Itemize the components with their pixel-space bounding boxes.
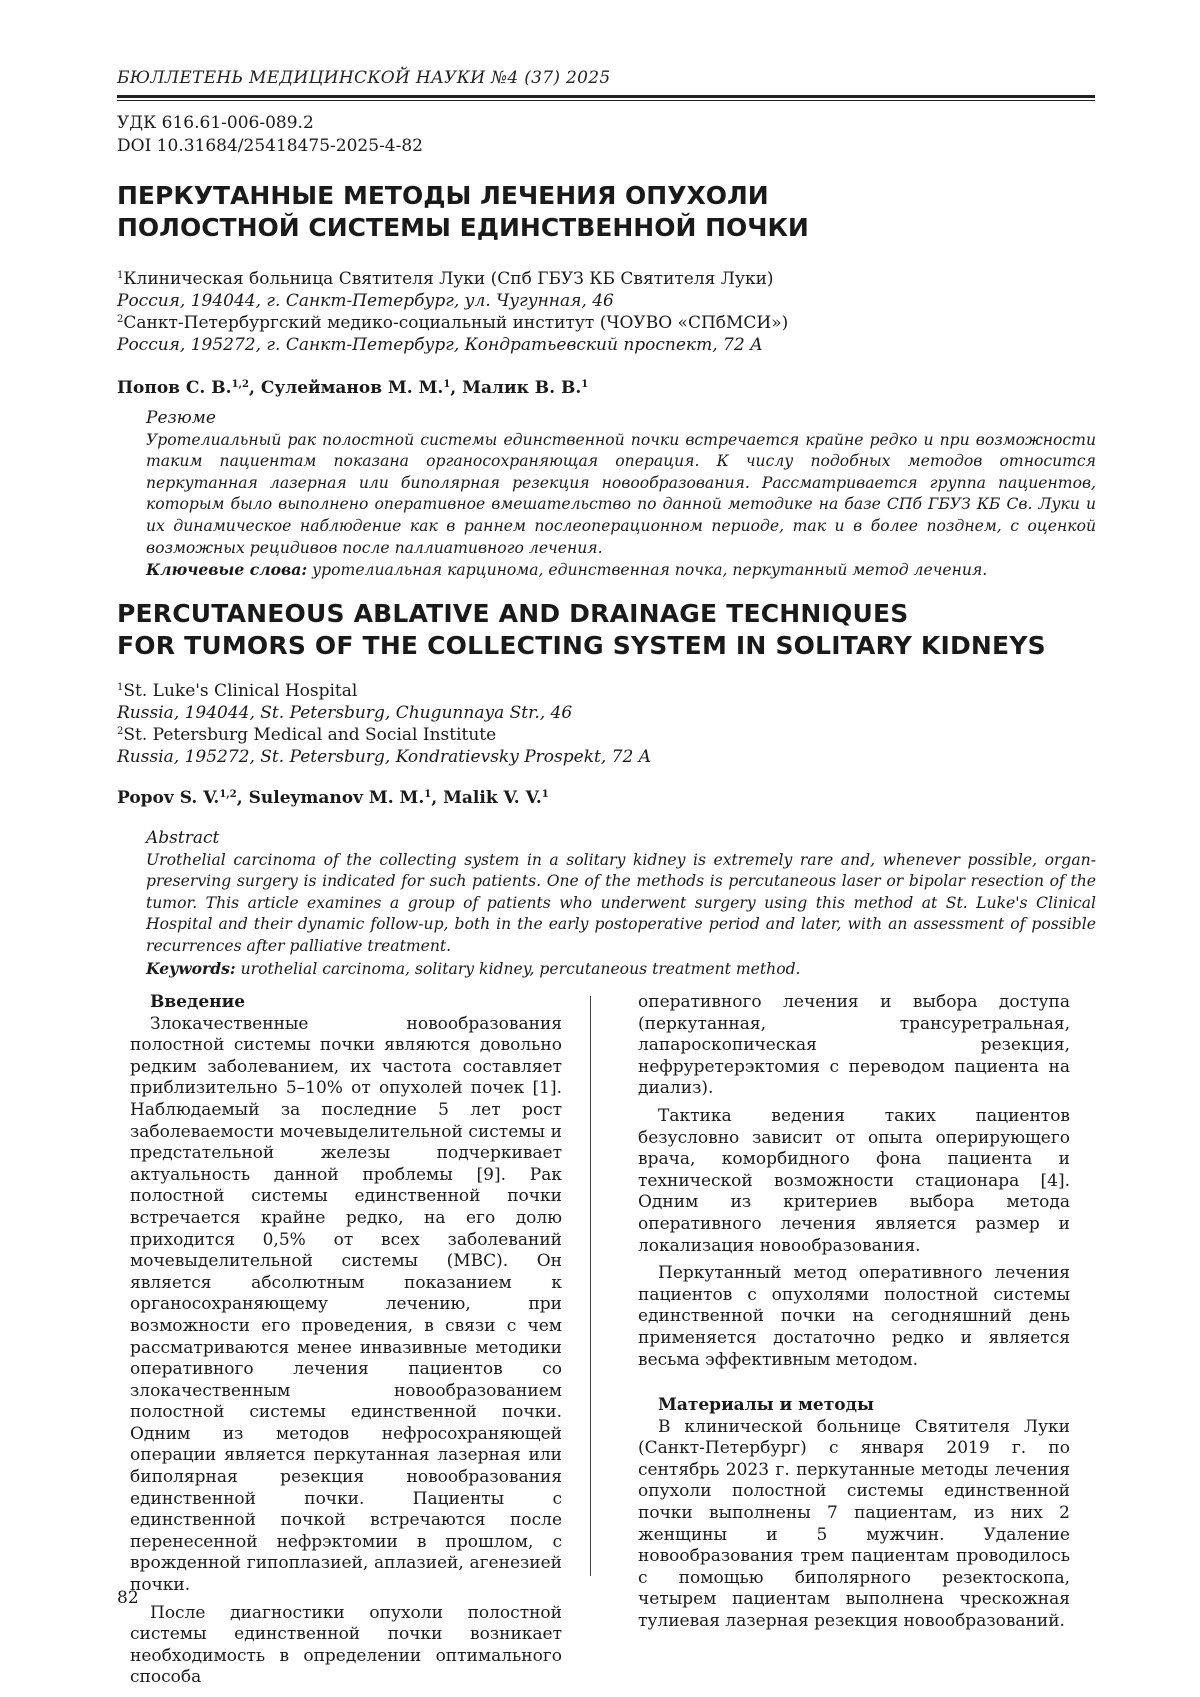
abstract-heading: Резюме bbox=[146, 408, 216, 428]
keywords-text: urothelial carcinoma, solitary kidney, percutaneous treatment method. bbox=[240, 959, 801, 978]
udk-code: УДК 616.61-006-089.2 bbox=[117, 113, 314, 133]
author-name: Малик В. В. bbox=[462, 378, 582, 398]
author-name: Popov S. V. bbox=[117, 788, 220, 808]
title-en-line1: PERCUTANEOUS ABLATIVE AND DRAINAGE TECHNIQUES bbox=[117, 599, 909, 628]
author-sep: , bbox=[236, 788, 249, 808]
authors-en bbox=[117, 788, 549, 808]
affiliation-name: Клиническая больница Святителя Луки (Спб ГБУЗ КБ Святителя Луки) bbox=[123, 269, 774, 289]
page-number: 82 bbox=[117, 1588, 139, 1608]
journal-header: БЮЛЛЕТЕНЬ МЕДИЦИНСКОЙ НАУКИ №4 (37) 2025 bbox=[117, 68, 611, 88]
section-heading-methods: Материалы и методы bbox=[658, 1395, 874, 1416]
author-sup: 1,2 bbox=[231, 379, 249, 390]
affiliation-sup: 2 bbox=[117, 726, 124, 737]
affiliation-ru-1-address: Россия, 194044, г. Санкт-Петербург, ул. Чугунная, 46 bbox=[117, 291, 614, 311]
affiliations-ru bbox=[117, 268, 788, 356]
affiliation-sup: 1 bbox=[117, 682, 124, 693]
affiliation-en-2-address: Russia, 195272, St. Petersburg, Kondratievsky Prospekt, 72 A bbox=[117, 747, 651, 767]
author-sep: , bbox=[248, 378, 261, 398]
abstract-ru bbox=[146, 408, 1096, 582]
keywords-text: уротелиальная карцинома, единственная почка, перкутанный метод лечения. bbox=[312, 561, 988, 580]
section-spacer bbox=[638, 1377, 1070, 1395]
header-rule-thin bbox=[117, 100, 1095, 101]
authors-ru bbox=[117, 378, 588, 398]
section-heading-introduction: Введение bbox=[150, 992, 246, 1012]
affiliation-ru-1 bbox=[117, 268, 788, 290]
keywords-ru bbox=[146, 559, 1096, 582]
body-paragraph: Тактика ведения таких пациентов безусловно зависит от опыта оперирующего врача, коморбидного фона пациента и технической возможности стационара [4]. Одним из критериев выбора метода оперативного лечения является размер и локализация новообразования. bbox=[638, 1105, 1070, 1256]
abstract-text: Уротелиальный рак полостной системы единственной почки встречается крайне редко и при возможности таким пациентам показана органосохраняющая операция. К числу подобных методов относится перкутанная лазерная или биполярная резекция новообразования. Рассматривается группа пациентов, которым было выполнено оперативное вмешательство по данной методике на базе СПб ГБУЗ КБ Св. Луки и их динамическое наблюдение как в раннем послеоперационном периоде, так и в более позднем, с оценкой возможных рецидивов после паллиативного лечения. bbox=[146, 430, 1096, 557]
author-sup: 1 bbox=[443, 379, 451, 390]
affiliation-name: St. Luke's Clinical Hospital bbox=[123, 681, 358, 701]
affiliation-name: St. Petersburg Medical and Social Institute bbox=[123, 725, 497, 745]
keywords-label: Keywords: bbox=[146, 958, 236, 978]
author-sup: 1 bbox=[581, 379, 589, 390]
body-paragraph: Злокачественные новообразования полостной системы почки являются довольно редким заболеванием, их частота составляет приблизительно 5–10% от опухолей почек [1]. Наблюдаемый за последние 5 лет рост заболеваемости мочевыделительной системы и предстательной железы подчеркивает актуальность данной проблемы [9]. Рак полостной системы единственной почки встречается крайне редко, на его долю приходится 0,5% от всех заболеваний мочевыделительной системы (МВС). Он является абсолютным показанием к органосохраняющему лечению, при возможности его проведения, в связи с чем рассматриваются менее инвазивные методики оперативного лечения пациентов со злокачественным новообразованием полостной системы единственной почки. Одним из методов нефросохраняющей операции является перкутанная лазерная или биполярная резекция новообразования единственной почки. Пациенты с единственной почкой встречаются после перенесенной нефрэктомии в прошлом, с врожденной гипоплазией, аплазией, агенезией почки. bbox=[130, 1013, 562, 1596]
abstract-text: Urothelial carcinoma of the collecting system in a solitary kidney is extremely rare and, whenever possible, organ-preserving surgery is indicated for such patients. One of the methods is percutaneous laser or bipolar resection of the tumor. This article examines a group of patients who underwent surgery using this method at St. Luke's Clinical Hospital and their dynamic follow-up, both in the early postoperative period and later, with an assessment of possible recurrences after palliative treatment. bbox=[146, 850, 1096, 955]
author-name: Suleymanov M. M. bbox=[248, 788, 425, 808]
affiliation-ru-2-address: Россия, 195272, г. Санкт-Петербург, Кондратьевский проспект, 72 А bbox=[117, 335, 763, 355]
author-sep: , bbox=[431, 788, 444, 808]
keywords-en bbox=[146, 958, 1096, 981]
body-paragraph: В клинической больнице Святителя Луки (Санкт-Петербург) с января 2019 г. по сентябрь 2023 г. перкутанные методы лечения опухоли полостной системы единственной почки выполнены 7 пациентам, из них 2 женщины и 5 мужчин. Удаление новообразования трем пациентам проводилось с помощью биполярного резектоскопа, четырем пациентам выполнена чрескожная тулиевая лазерная резекция новообразований. bbox=[638, 1416, 1070, 1632]
affiliation-en-2 bbox=[117, 724, 651, 746]
body-paragraph: Перкутанный метод оперативного лечения пациентов с опухолями полостной системы единственной почки на сегодняшний день применяется достаточно редко и является весьма эффективным методом. bbox=[638, 1263, 1070, 1370]
body-paragraph-continued: оперативного лечения и выбора доступа (перкутанная, трансуретральная, лапароскопическая резекция, нефруретерэктомия с переводом пациента на диализ). bbox=[638, 992, 1070, 1099]
author-sup: 1 bbox=[541, 789, 549, 800]
column-divider bbox=[590, 996, 591, 1576]
title-ru-line2: ПОЛОСТНОЙ СИСТЕМЫ ЕДИНСТВЕННОЙ ПОЧКИ bbox=[117, 213, 809, 242]
keywords-label: Ключевые слова: bbox=[146, 560, 308, 580]
abstract-heading: Abstract bbox=[146, 828, 220, 848]
affiliation-sup: 1 bbox=[117, 270, 124, 281]
abstract-en bbox=[146, 828, 1096, 980]
title-ru-line1: ПЕРКУТАННЫЕ МЕТОДЫ ЛЕЧЕНИЯ ОПУХОЛИ bbox=[117, 181, 769, 210]
author-name: Malik V. V. bbox=[443, 788, 542, 808]
author-name: Сулейманов М. М. bbox=[260, 378, 444, 398]
title-en bbox=[117, 598, 1107, 662]
author-name: Попов С. В. bbox=[117, 378, 232, 398]
title-en-line2: FOR TUMORS OF THE COLLECTING SYSTEM IN SOLITARY KIDNEYS bbox=[117, 631, 1046, 660]
body-paragraph: После диагностики опухоли полостной системы единственной почки возникает необходимость в определении оптимального способа bbox=[130, 1602, 562, 1688]
body-column-left bbox=[130, 992, 562, 1695]
affiliation-ru-2 bbox=[117, 312, 788, 334]
affiliation-en-1-address: Russia, 194044, St. Petersburg, Chugunnaya Str., 46 bbox=[117, 703, 573, 723]
doi: DOI 10.31684/25418475-2025-4-82 bbox=[117, 136, 423, 156]
affiliation-en-1 bbox=[117, 680, 651, 702]
affiliation-sup: 2 bbox=[117, 314, 124, 325]
header-rule bbox=[117, 95, 1095, 98]
author-sup: 1 bbox=[424, 789, 432, 800]
body-column-right bbox=[638, 992, 1070, 1639]
affiliations-en bbox=[117, 680, 651, 768]
author-sup: 1,2 bbox=[219, 789, 237, 800]
affiliation-name: Санкт-Петербургский медико-социальный институт (ЧОУВО «СПбМСИ») bbox=[123, 313, 789, 333]
article-meta bbox=[117, 112, 423, 158]
author-sep: , bbox=[450, 378, 463, 398]
title-ru bbox=[117, 180, 1107, 244]
